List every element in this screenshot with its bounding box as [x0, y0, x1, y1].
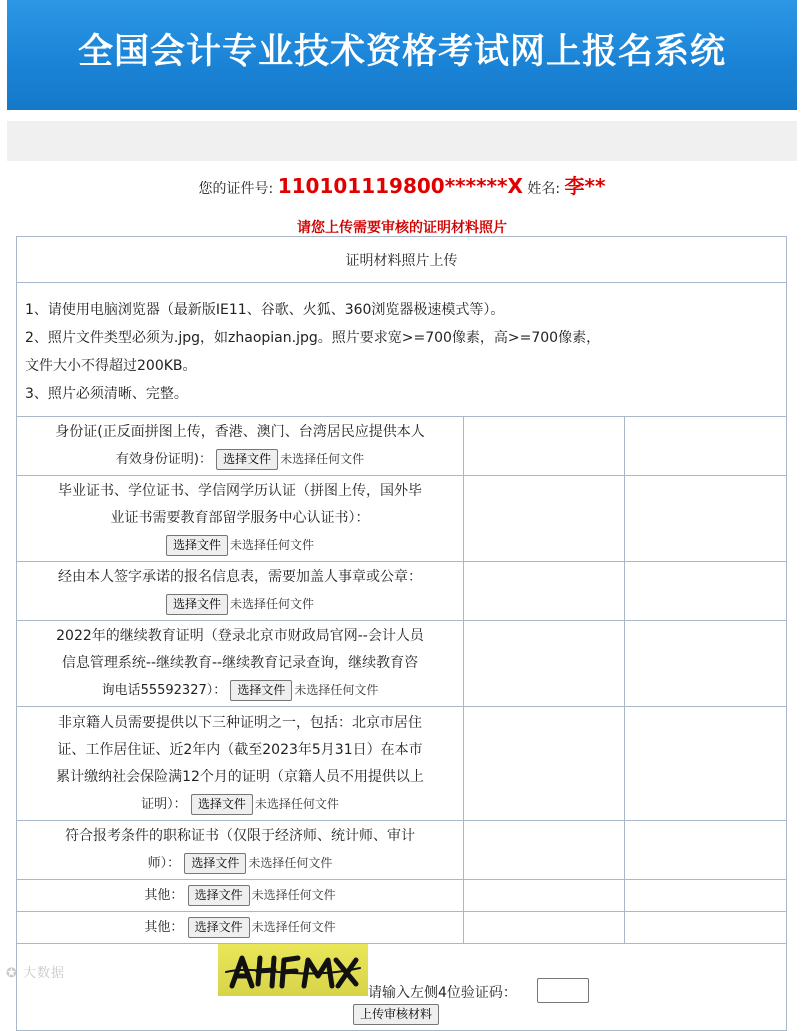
watermark: ✪ 大数据 [6, 966, 66, 981]
preview-cell [464, 417, 625, 476]
choose-file-button[interactable]: 选择文件 [184, 853, 246, 874]
status-cell [625, 621, 787, 707]
choose-file-button[interactable]: 选择文件 [166, 535, 228, 556]
no-file-text: 未选择任何文件 [280, 452, 365, 466]
system-title: 全国会计专业技术资格考试网上报名系统 [77, 32, 726, 72]
table-row [17, 821, 787, 880]
table-row [17, 880, 787, 912]
captcha-input[interactable] [537, 978, 589, 1003]
row-label-other: 其他： 选择文件 未选择任何文件 [17, 880, 464, 912]
row-label-id-card: 身份证(正反面拼图上传，香港、澳门、台湾居民应提供本人 有效身份证明)： 选择文件 未选择任何文件 [17, 417, 464, 476]
preview-cell [464, 912, 625, 944]
row-label-diploma: 毕业证书、学位证书、学信网学历认证（拼图上传，国外毕 业证书需要教育部留学服务中心认证书）： 选择文件 未选择任何文件 [17, 476, 464, 562]
id-value: 110101119800******X [277, 174, 523, 198]
preview-cell [464, 821, 625, 880]
name-label: 姓名: [527, 181, 561, 197]
preview-cell [464, 476, 625, 562]
status-cell [625, 880, 787, 912]
watermark-icon: ✪ [6, 966, 18, 981]
nav-bar [7, 121, 797, 161]
preview-cell [464, 562, 625, 621]
row-label-title-certificate: 符合报考条件的职称证书（仅限于经济师、统计师、审计 师）： 选择文件 未选择任何文件 [17, 821, 464, 880]
row-label-residency-proof: 非京籍人员需要提供以下三种证明之一，包括：北京市居住 证、工作居住证、近2年内（截至2023年5月31日）在本市 累计缴纳社会保险满12个月的证明（京籍人员不用提供以上 证明）： 选择文件 未选择任何文件 [17, 707, 464, 821]
row-label-registration-form: 经由本人签字承诺的报名信息表，需要加盖人事章或公章： 选择文件 未选择任何文件 [17, 562, 464, 621]
choose-file-button[interactable]: 选择文件 [216, 449, 278, 470]
table-row [17, 707, 787, 821]
preview-cell [464, 621, 625, 707]
preview-cell [464, 880, 625, 912]
instruction-line: 1、请使用电脑浏览器（最新版IE11、谷歌、火狐、360浏览器极速模式等）。 [25, 301, 505, 318]
no-file-text: 未选择任何文件 [251, 888, 336, 902]
id-label: 您的证件号: [198, 181, 274, 197]
choose-file-button[interactable]: 选择文件 [230, 680, 292, 701]
row-label-continuing-education: 2022年的继续教育证明（登录北京市财政局官网--会计人员 信息管理系统--继续教育--继续教育记录查询，继续教育咨 询电话55592327）： 选择文件 未选择任何文件 [17, 621, 464, 707]
table-row [17, 476, 787, 562]
no-file-text: 未选择任何文件 [251, 920, 336, 934]
table-row [17, 562, 787, 621]
choose-file-button[interactable]: 选择文件 [188, 917, 250, 938]
status-cell [625, 912, 787, 944]
preview-cell [464, 707, 625, 821]
table-row [17, 417, 787, 476]
captcha-section [17, 944, 787, 1031]
captcha-image [218, 944, 368, 996]
user-info [0, 170, 804, 199]
status-cell [625, 417, 787, 476]
instruction-line: 3、照片必须清晰、完整。 [25, 385, 188, 402]
upload-table [16, 236, 787, 1031]
table-header: 证明材料照片上传 [17, 237, 787, 283]
row-label-other-2: 其他： 选择文件 未选择任何文件 [17, 912, 464, 944]
table-row [17, 621, 787, 707]
upload-notice: 请您上传需要审核的证明材料照片 [297, 220, 507, 236]
instruction-line: 文件大小不得超过200KB。 [25, 357, 197, 374]
status-cell [625, 562, 787, 621]
no-file-text: 未选择任何文件 [248, 856, 333, 870]
status-cell [625, 707, 787, 821]
status-cell [625, 821, 787, 880]
no-file-text: 未选择任何文件 [254, 796, 339, 811]
table-row [17, 912, 787, 944]
no-file-text: 未选择任何文件 [230, 538, 315, 552]
choose-file-button[interactable]: 选择文件 [191, 794, 253, 815]
upload-submit-button[interactable]: 上传审核材料 [353, 1004, 439, 1025]
instruction-line: 2、照片文件类型必须为.jpg，如zhaopian.jpg。照片要求宽>=700像素，高>=700像素， [25, 329, 601, 346]
captcha-glyphs [218, 944, 368, 996]
no-file-text: 未选择任何文件 [294, 683, 379, 697]
status-cell [625, 476, 787, 562]
header-banner [7, 0, 797, 110]
choose-file-button[interactable]: 选择文件 [166, 594, 228, 615]
instructions [17, 283, 787, 417]
name-value: 李** [564, 174, 606, 198]
captcha-prompt: 请输入左侧4位验证码： [368, 985, 517, 1001]
no-file-text: 未选择任何文件 [230, 597, 315, 611]
choose-file-button[interactable]: 选择文件 [188, 885, 250, 906]
